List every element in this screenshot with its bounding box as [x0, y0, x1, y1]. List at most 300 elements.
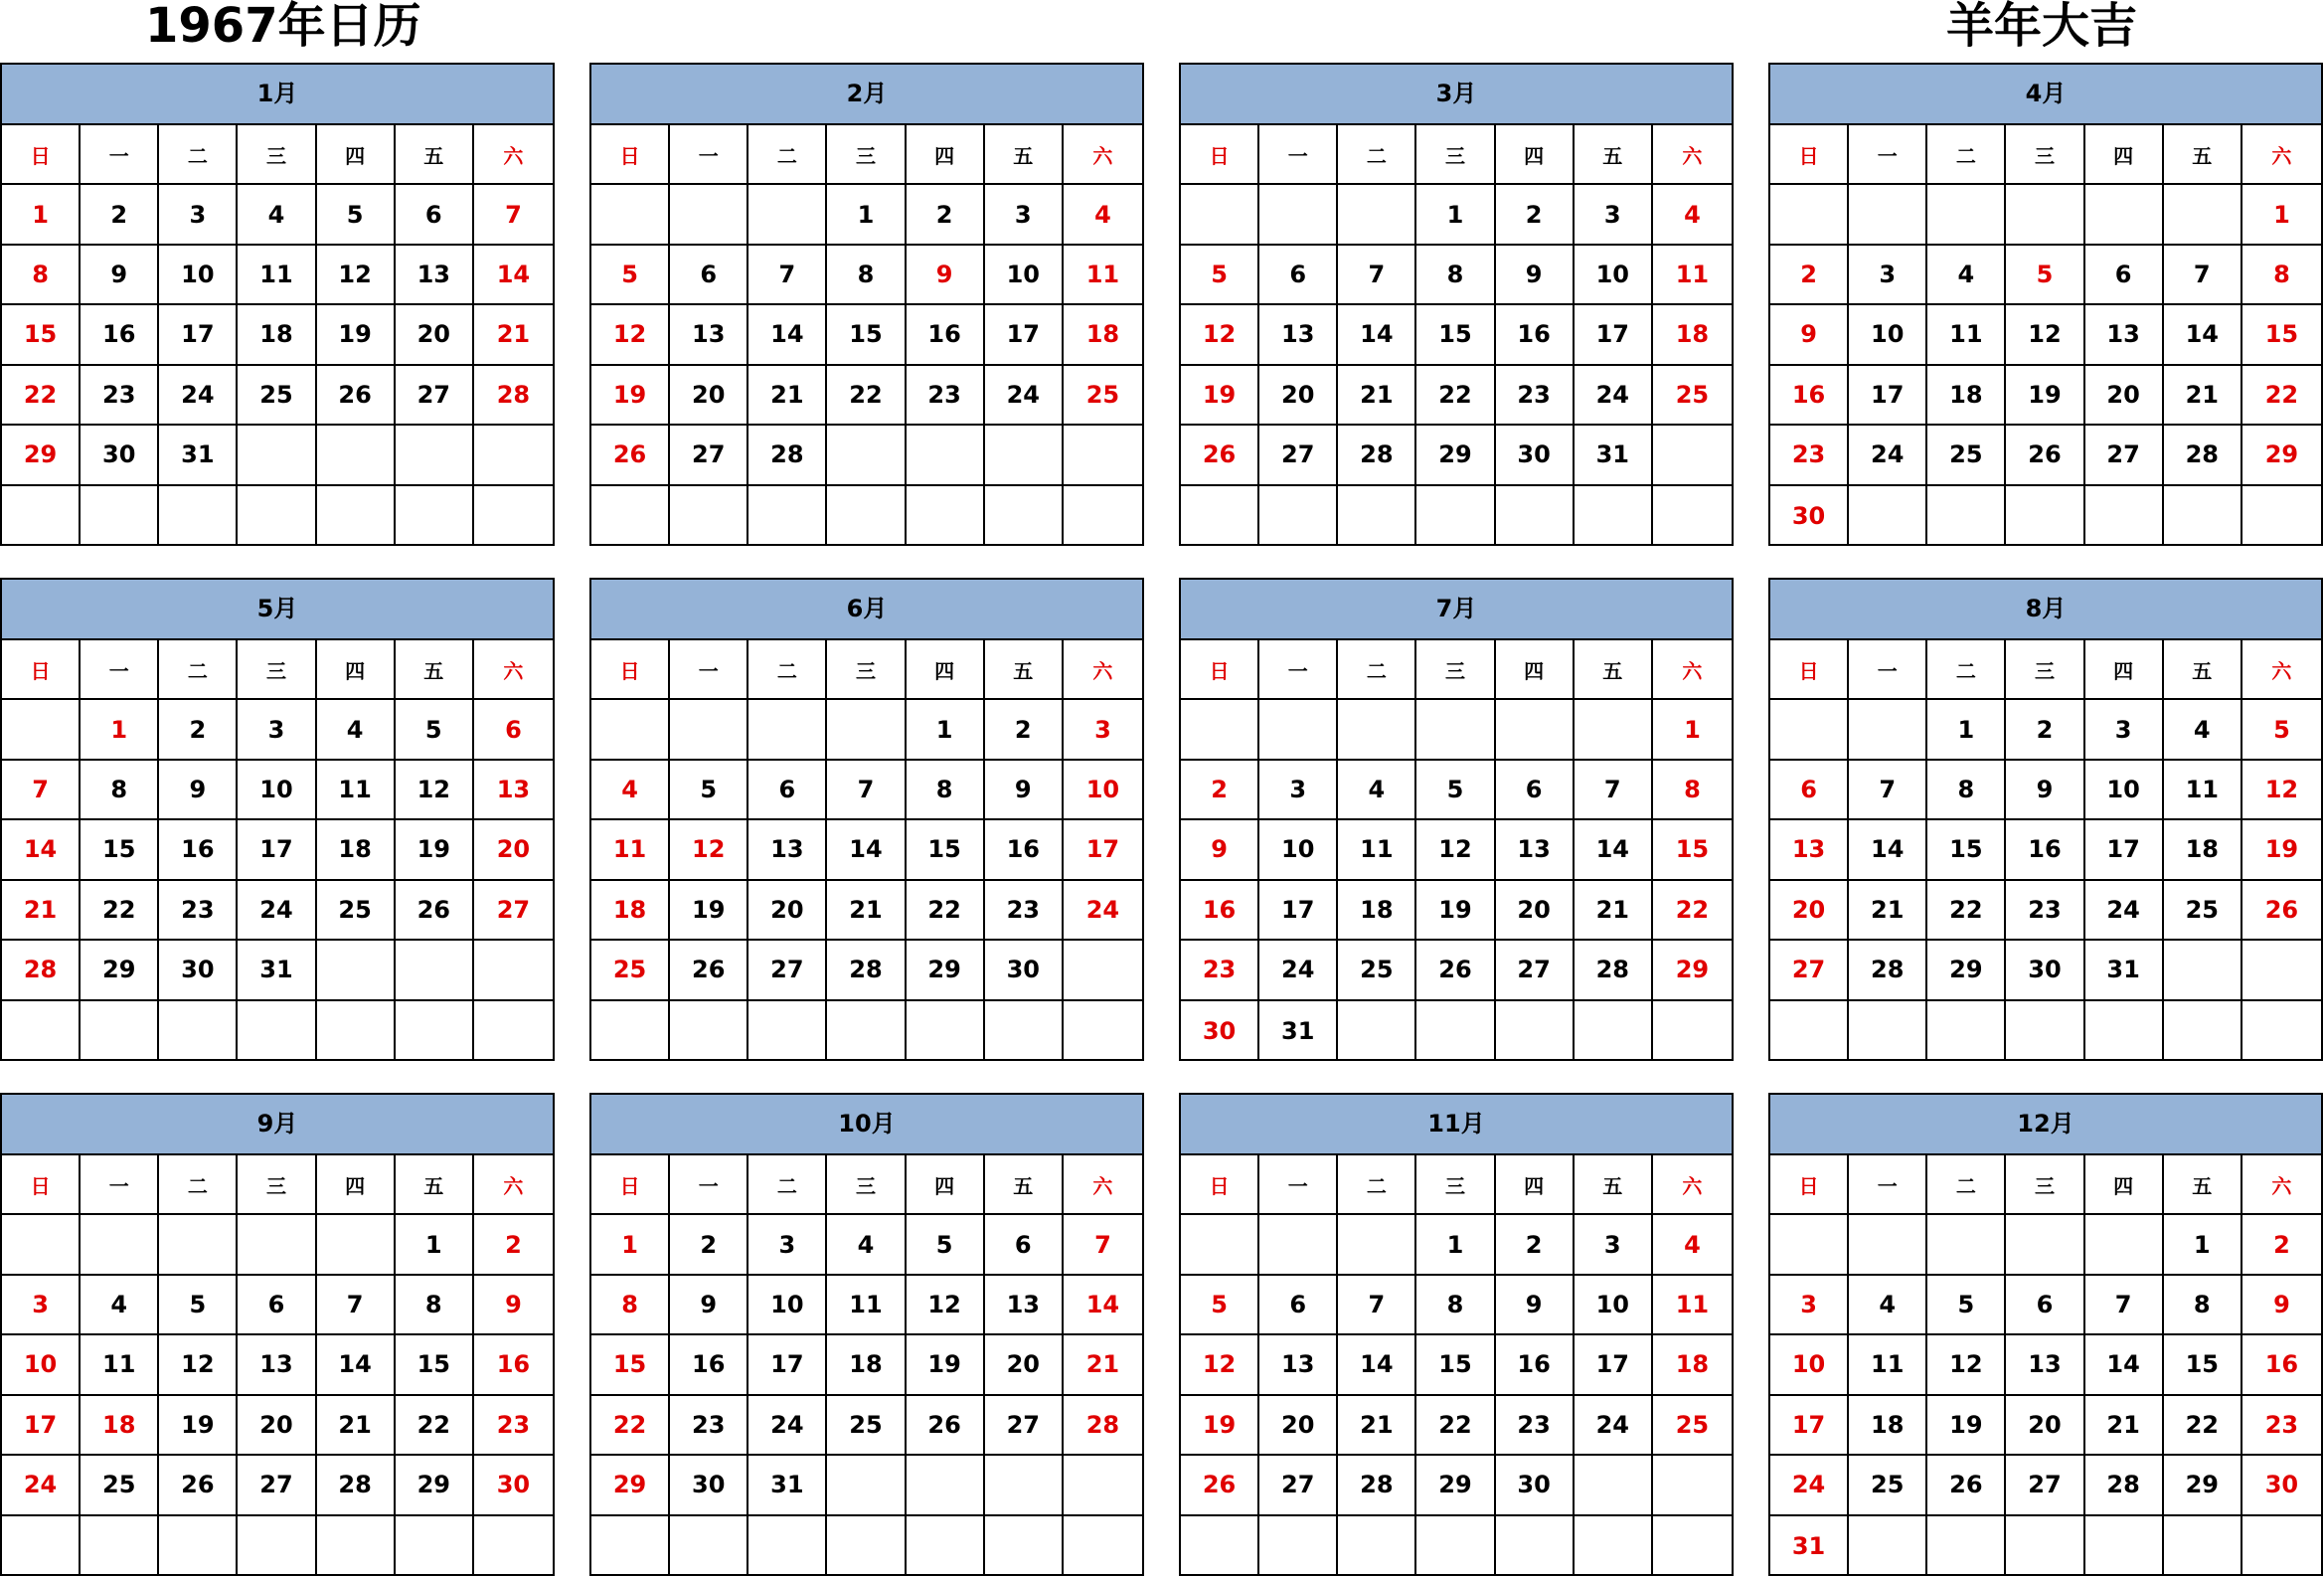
day-cell: 27 [1496, 941, 1575, 1000]
day-cell: 1 [2242, 185, 2321, 245]
day-cell: 29 [2, 426, 81, 485]
empty-day-cell [827, 426, 906, 485]
day-cell: 10 [985, 246, 1064, 305]
weekday-label: 四 [1496, 125, 1575, 185]
empty-day-cell [670, 486, 748, 546]
day-cell: 21 [1064, 1335, 1142, 1395]
day-cell: 20 [1259, 1396, 1338, 1456]
empty-day-cell [2164, 185, 2242, 245]
empty-day-cell [396, 941, 474, 1000]
empty-day-cell [1770, 185, 1849, 245]
month-header: 8月 [1770, 580, 2321, 640]
day-cell: 28 [1338, 426, 1416, 485]
month-day-grid [1181, 125, 1732, 546]
day-cell: 16 [2242, 1335, 2321, 1395]
day-cell: 1 [1927, 700, 2006, 760]
day-cell: 15 [396, 1335, 474, 1395]
day-cell: 6 [2085, 246, 2164, 305]
empty-day-cell [396, 426, 474, 485]
day-cell: 26 [1416, 941, 1495, 1000]
weekday-label: 三 [2006, 1155, 2084, 1215]
day-cell: 16 [1770, 366, 1849, 426]
day-cell: 2 [474, 1215, 553, 1275]
day-cell: 16 [670, 1335, 748, 1395]
empty-day-cell [985, 1456, 1064, 1515]
day-cell: 9 [159, 761, 238, 820]
day-cell: 22 [1653, 881, 1732, 941]
day-cell: 20 [1496, 881, 1575, 941]
day-cell: 21 [474, 305, 553, 365]
day-cell: 17 [1575, 1335, 1653, 1395]
day-cell: 28 [827, 941, 906, 1000]
day-cell: 23 [1496, 366, 1575, 426]
weekday-label: 三 [238, 1155, 316, 1215]
day-cell: 28 [2085, 1456, 2164, 1515]
day-cell: 11 [1927, 305, 2006, 365]
empty-day-cell [1770, 700, 1849, 760]
empty-day-cell [591, 185, 670, 245]
empty-day-cell [238, 426, 316, 485]
day-cell: 17 [1575, 305, 1653, 365]
day-cell: 31 [2085, 941, 2164, 1000]
day-cell: 14 [2164, 305, 2242, 365]
empty-day-cell [1770, 1215, 1849, 1275]
day-cell: 28 [2, 941, 81, 1000]
day-cell: 8 [81, 761, 159, 820]
day-cell: 8 [1927, 761, 2006, 820]
empty-day-cell [2085, 185, 2164, 245]
day-cell: 25 [591, 941, 670, 1000]
day-cell: 3 [1849, 246, 1927, 305]
empty-day-cell [2242, 1516, 2321, 1576]
empty-day-cell [474, 426, 553, 485]
day-cell: 21 [1849, 881, 1927, 941]
day-cell: 18 [1064, 305, 1142, 365]
day-cell: 7 [1338, 1276, 1416, 1335]
empty-day-cell [1338, 185, 1416, 245]
day-cell: 8 [2242, 246, 2321, 305]
day-cell: 3 [748, 1215, 827, 1275]
weekday-label: 四 [1496, 640, 1575, 700]
day-cell: 13 [1496, 820, 1575, 880]
empty-day-cell [1064, 1001, 1142, 1061]
weekday-label: 六 [1653, 1155, 1732, 1215]
month-header: 2月 [591, 65, 1142, 125]
empty-day-cell [670, 1001, 748, 1061]
day-cell: 1 [1416, 185, 1495, 245]
day-cell: 11 [1653, 1276, 1732, 1335]
day-cell: 18 [2164, 820, 2242, 880]
empty-day-cell [1927, 1516, 2006, 1576]
weekday-label: 日 [2, 125, 81, 185]
weekday-label: 四 [907, 125, 985, 185]
empty-day-cell [1653, 1516, 1732, 1576]
weekday-label: 二 [159, 640, 238, 700]
day-cell: 5 [591, 246, 670, 305]
day-cell: 24 [1575, 366, 1653, 426]
month-day-grid [2, 1155, 553, 1576]
day-cell: 5 [1927, 1276, 2006, 1335]
day-cell: 22 [907, 881, 985, 941]
empty-day-cell [317, 1001, 396, 1061]
weekday-label: 一 [1259, 640, 1338, 700]
day-cell: 24 [1849, 426, 1927, 485]
day-cell: 4 [1849, 1276, 1927, 1335]
day-cell: 30 [2242, 1456, 2321, 1515]
day-cell: 3 [1064, 700, 1142, 760]
empty-day-cell [1259, 486, 1338, 546]
empty-day-cell [1575, 1001, 1653, 1061]
day-cell: 12 [159, 1335, 238, 1395]
day-cell: 23 [2006, 881, 2084, 941]
month-header: 4月 [1770, 65, 2321, 125]
day-cell: 12 [591, 305, 670, 365]
weekday-label: 一 [1849, 1155, 1927, 1215]
day-cell: 20 [474, 820, 553, 880]
weekday-label: 日 [1770, 125, 1849, 185]
day-cell: 1 [396, 1215, 474, 1275]
weekday-label: 六 [474, 125, 553, 185]
day-cell: 27 [670, 426, 748, 485]
day-cell: 14 [474, 246, 553, 305]
day-cell: 29 [907, 941, 985, 1000]
empty-day-cell [159, 486, 238, 546]
empty-day-cell [1927, 1001, 2006, 1061]
weekday-label: 二 [748, 640, 827, 700]
empty-day-cell [238, 1516, 316, 1576]
day-cell: 22 [1927, 881, 2006, 941]
day-cell: 15 [1416, 305, 1495, 365]
empty-day-cell [1653, 486, 1732, 546]
day-cell: 19 [317, 305, 396, 365]
day-cell: 18 [591, 881, 670, 941]
day-cell: 9 [81, 246, 159, 305]
empty-day-cell [2006, 1001, 2084, 1061]
day-cell: 16 [907, 305, 985, 365]
day-cell: 2 [1496, 1215, 1575, 1275]
day-cell: 2 [2242, 1215, 2321, 1275]
weekday-label: 五 [2164, 125, 2242, 185]
day-cell: 26 [1927, 1456, 2006, 1515]
weekday-label: 一 [81, 640, 159, 700]
empty-day-cell [238, 1001, 316, 1061]
day-cell: 19 [670, 881, 748, 941]
weekday-label: 日 [1770, 640, 1849, 700]
day-cell: 19 [2242, 820, 2321, 880]
day-cell: 29 [1927, 941, 2006, 1000]
weekday-label: 六 [474, 640, 553, 700]
day-cell: 31 [1770, 1516, 1849, 1576]
empty-day-cell [2006, 1215, 2084, 1275]
weekday-label: 日 [1181, 125, 1259, 185]
weekday-label: 四 [2085, 640, 2164, 700]
empty-day-cell [985, 1001, 1064, 1061]
weekday-label: 一 [1259, 125, 1338, 185]
day-cell: 1 [81, 700, 159, 760]
day-cell: 12 [1181, 305, 1259, 365]
day-cell: 30 [1496, 426, 1575, 485]
weekday-label: 二 [1338, 640, 1416, 700]
day-cell: 1 [591, 1215, 670, 1275]
day-cell: 2 [670, 1215, 748, 1275]
empty-day-cell [1064, 1516, 1142, 1576]
day-cell: 24 [159, 366, 238, 426]
empty-day-cell [2, 700, 81, 760]
day-cell: 4 [317, 700, 396, 760]
empty-day-cell [1181, 700, 1259, 760]
day-cell: 14 [2, 820, 81, 880]
empty-day-cell [1064, 426, 1142, 485]
weekday-label: 二 [1338, 1155, 1416, 1215]
day-cell: 29 [591, 1456, 670, 1515]
month-4-calendar [1768, 63, 2323, 546]
day-cell: 13 [474, 761, 553, 820]
day-cell: 28 [1064, 1396, 1142, 1456]
day-cell: 17 [2, 1396, 81, 1456]
day-cell: 6 [238, 1276, 316, 1335]
day-cell: 9 [670, 1276, 748, 1335]
day-cell: 16 [1181, 881, 1259, 941]
day-cell: 15 [2164, 1335, 2242, 1395]
day-cell: 21 [748, 366, 827, 426]
day-cell: 20 [985, 1335, 1064, 1395]
day-cell: 24 [2, 1456, 81, 1515]
day-cell: 27 [1259, 426, 1338, 485]
empty-day-cell [1849, 1516, 1927, 1576]
day-cell: 1 [2164, 1215, 2242, 1275]
day-cell: 18 [317, 820, 396, 880]
empty-day-cell [1416, 1001, 1495, 1061]
day-cell: 29 [396, 1456, 474, 1515]
empty-day-cell [1181, 185, 1259, 245]
empty-day-cell [748, 486, 827, 546]
weekday-label: 四 [317, 640, 396, 700]
weekday-label: 五 [1575, 125, 1653, 185]
day-cell: 4 [1653, 185, 1732, 245]
day-cell: 4 [1653, 1215, 1732, 1275]
empty-day-cell [2006, 1516, 2084, 1576]
day-cell: 25 [81, 1456, 159, 1515]
day-cell: 9 [1496, 1276, 1575, 1335]
day-cell: 24 [2085, 881, 2164, 941]
empty-day-cell [1770, 1001, 1849, 1061]
day-cell: 23 [1496, 1396, 1575, 1456]
day-cell: 19 [907, 1335, 985, 1395]
weekday-label: 一 [81, 125, 159, 185]
day-cell: 21 [2, 881, 81, 941]
day-cell: 6 [2006, 1276, 2084, 1335]
empty-day-cell [907, 486, 985, 546]
empty-day-cell [591, 700, 670, 760]
weekday-label: 日 [2, 1155, 81, 1215]
day-cell: 13 [985, 1276, 1064, 1335]
weekday-label: 五 [2164, 1155, 2242, 1215]
day-cell: 9 [1496, 246, 1575, 305]
weekday-label: 一 [670, 125, 748, 185]
day-cell: 28 [748, 426, 827, 485]
day-cell: 27 [396, 366, 474, 426]
day-cell: 24 [985, 366, 1064, 426]
day-cell: 24 [1259, 941, 1338, 1000]
day-cell: 2 [1181, 761, 1259, 820]
empty-day-cell [159, 1516, 238, 1576]
day-cell: 17 [159, 305, 238, 365]
empty-day-cell [1496, 486, 1575, 546]
day-cell: 5 [159, 1276, 238, 1335]
day-cell: 3 [985, 185, 1064, 245]
day-cell: 15 [2242, 305, 2321, 365]
day-cell: 6 [1259, 1276, 1338, 1335]
day-cell: 18 [1927, 366, 2006, 426]
empty-day-cell [2085, 486, 2164, 546]
day-cell: 4 [591, 761, 670, 820]
month-3-calendar [1179, 63, 1734, 546]
day-cell: 12 [907, 1276, 985, 1335]
day-cell: 9 [985, 761, 1064, 820]
day-cell: 20 [670, 366, 748, 426]
day-cell: 15 [1416, 1335, 1495, 1395]
day-cell: 11 [1849, 1335, 1927, 1395]
month-1-calendar [0, 63, 555, 546]
day-cell: 23 [81, 366, 159, 426]
day-cell: 30 [670, 1456, 748, 1515]
day-cell: 26 [2242, 881, 2321, 941]
day-cell: 6 [1770, 761, 1849, 820]
empty-day-cell [1653, 1456, 1732, 1515]
day-cell: 19 [1927, 1396, 2006, 1456]
day-cell: 10 [1575, 1276, 1653, 1335]
day-cell: 14 [317, 1335, 396, 1395]
day-cell: 10 [1770, 1335, 1849, 1395]
day-cell: 7 [2085, 1276, 2164, 1335]
day-cell: 7 [2164, 246, 2242, 305]
day-cell: 26 [1181, 1456, 1259, 1515]
day-cell: 23 [907, 366, 985, 426]
weekday-label: 四 [2085, 1155, 2164, 1215]
day-cell: 7 [1575, 761, 1653, 820]
month-11-calendar [1179, 1093, 1734, 1576]
day-cell: 16 [474, 1335, 553, 1395]
empty-day-cell [1181, 486, 1259, 546]
day-cell: 9 [907, 246, 985, 305]
day-cell: 15 [907, 820, 985, 880]
day-cell: 21 [1338, 1396, 1416, 1456]
day-cell: 31 [159, 426, 238, 485]
empty-day-cell [1259, 700, 1338, 760]
day-cell: 14 [1064, 1276, 1142, 1335]
day-cell: 30 [474, 1456, 553, 1515]
empty-day-cell [985, 486, 1064, 546]
empty-day-cell [2085, 1001, 2164, 1061]
day-cell: 1 [2, 185, 81, 245]
day-cell: 22 [1416, 366, 1495, 426]
day-cell: 13 [396, 246, 474, 305]
weekday-label: 六 [1064, 1155, 1142, 1215]
day-cell: 22 [81, 881, 159, 941]
month-header: 6月 [591, 580, 1142, 640]
day-cell: 8 [396, 1276, 474, 1335]
day-cell: 5 [1416, 761, 1495, 820]
weekday-label: 四 [317, 1155, 396, 1215]
empty-day-cell [2164, 1516, 2242, 1576]
day-cell: 25 [827, 1396, 906, 1456]
day-cell: 4 [1338, 761, 1416, 820]
day-cell: 7 [2, 761, 81, 820]
empty-day-cell [1849, 185, 1927, 245]
day-cell: 8 [1653, 761, 1732, 820]
day-cell: 23 [670, 1396, 748, 1456]
weekday-label: 五 [396, 1155, 474, 1215]
day-cell: 11 [317, 761, 396, 820]
empty-day-cell [827, 486, 906, 546]
weekday-label: 日 [2, 640, 81, 700]
day-cell: 5 [907, 1215, 985, 1275]
day-cell: 26 [396, 881, 474, 941]
weekday-label: 五 [985, 640, 1064, 700]
day-cell: 19 [159, 1396, 238, 1456]
empty-day-cell [81, 1001, 159, 1061]
day-cell: 11 [1653, 246, 1732, 305]
empty-day-cell [2, 1001, 81, 1061]
empty-day-cell [748, 1516, 827, 1576]
weekday-label: 一 [670, 640, 748, 700]
empty-day-cell [159, 1215, 238, 1275]
day-cell: 6 [396, 185, 474, 245]
day-cell: 10 [748, 1276, 827, 1335]
weekday-label: 六 [1064, 640, 1142, 700]
day-cell: 7 [474, 185, 553, 245]
day-cell: 19 [591, 366, 670, 426]
day-cell: 26 [670, 941, 748, 1000]
weekday-label: 五 [985, 1155, 1064, 1215]
empty-day-cell [1416, 486, 1495, 546]
day-cell: 28 [1575, 941, 1653, 1000]
month-day-grid [1770, 640, 2321, 1061]
weekday-label: 三 [827, 640, 906, 700]
empty-day-cell [1575, 700, 1653, 760]
empty-day-cell [591, 1516, 670, 1576]
day-cell: 17 [748, 1335, 827, 1395]
empty-day-cell [907, 1456, 985, 1515]
day-cell: 16 [159, 820, 238, 880]
empty-day-cell [2006, 185, 2084, 245]
weekday-label: 二 [1338, 125, 1416, 185]
empty-day-cell [1064, 1456, 1142, 1515]
empty-day-cell [2085, 1516, 2164, 1576]
day-cell: 8 [1416, 1276, 1495, 1335]
day-cell: 18 [1653, 305, 1732, 365]
day-cell: 12 [670, 820, 748, 880]
day-cell: 25 [2164, 881, 2242, 941]
day-cell: 29 [1416, 1456, 1495, 1515]
day-cell: 30 [159, 941, 238, 1000]
day-cell: 21 [2164, 366, 2242, 426]
weekday-label: 五 [1575, 640, 1653, 700]
weekday-label: 二 [1927, 125, 2006, 185]
month-9-calendar [0, 1093, 555, 1576]
day-cell: 20 [1259, 366, 1338, 426]
day-cell: 16 [985, 820, 1064, 880]
weekday-label: 六 [474, 1155, 553, 1215]
weekday-label: 五 [1575, 1155, 1653, 1215]
day-cell: 8 [2164, 1276, 2242, 1335]
weekday-label: 三 [827, 125, 906, 185]
weekday-label: 二 [1927, 640, 2006, 700]
day-cell: 14 [1849, 820, 1927, 880]
day-cell: 7 [1338, 246, 1416, 305]
weekday-label: 三 [238, 125, 316, 185]
day-cell: 31 [1259, 1001, 1338, 1061]
